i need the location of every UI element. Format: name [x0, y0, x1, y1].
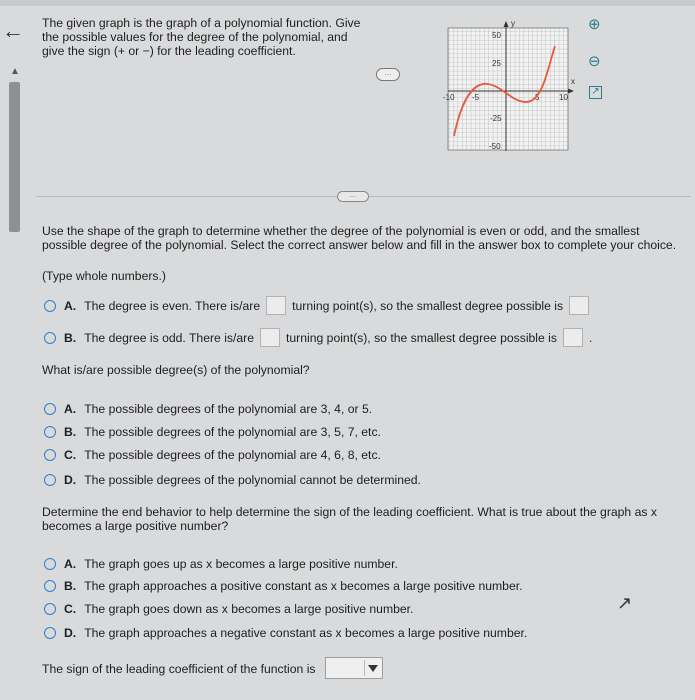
tick-y-bottom: -50	[489, 142, 501, 151]
turning-points-input-a[interactable]	[266, 296, 286, 315]
divider-more-button[interactable]: …	[337, 191, 369, 202]
tick-x-neg5: -5	[472, 93, 480, 102]
dropdown-arrow-icon[interactable]	[368, 665, 378, 672]
radio-button[interactable]	[44, 580, 56, 592]
part3-option-a[interactable]: A. The graph goes up as x becomes a large positive number.	[44, 557, 398, 571]
part3-option-c[interactable]: C. The graph goes down as x becomes a large positive number.	[44, 602, 413, 616]
type-hint-text: (Type whole numbers.)	[42, 269, 166, 283]
part1-option-b[interactable]: B. The degree is odd. There is/are turning point(s), so the smallest degree possible is .	[44, 328, 592, 347]
radio-button[interactable]	[44, 474, 56, 486]
y-axis-arrow	[504, 21, 509, 27]
tick-x-right: 10	[559, 93, 568, 102]
radio-button[interactable]	[44, 603, 56, 615]
part2-option-b[interactable]: B. The possible degrees of the polynomial are 3, 5, 7, etc.	[44, 425, 381, 439]
part4-label: The sign of the leading coefficient of the function is	[42, 662, 316, 676]
question-prompt: The given graph is the graph of a polynomial function. Give the possible values for the degree of the polynomial, and give the sign (+ or −) for the leading coefficient.	[42, 16, 361, 58]
y-axis-label: y	[511, 19, 515, 28]
tick-y-mid: 25	[492, 59, 501, 68]
radio-button[interactable]	[44, 449, 56, 461]
back-arrow-icon[interactable]: ←	[2, 18, 24, 43]
radio-button[interactable]	[44, 332, 56, 344]
instructions-text: Use the shape of the graph to determine whether the degree of the polynomial is even or odd, and the smallest possible degree of the polynomial. Select the correct answer below and fill in the answer box to complete your choice.	[42, 224, 677, 252]
scroll-up-icon[interactable]: ▲	[10, 66, 20, 77]
part2-option-c[interactable]: C. The possible degrees of the polynomial are 4, 6, 8, etc.	[44, 448, 381, 462]
part2-option-a[interactable]: A. The possible degrees of the polynomial are 3, 4, or 5.	[44, 402, 372, 416]
graph-svg	[440, 18, 580, 156]
graph-grid	[448, 28, 568, 150]
radio-button[interactable]	[44, 627, 56, 639]
part2-option-d[interactable]: D. The possible degrees of the polynomial cannot be determined.	[44, 473, 421, 487]
x-axis-label: x	[571, 77, 575, 86]
part1-option-a[interactable]: A. The degree is even. There is/are turning point(s), so the smallest degree possible is	[44, 296, 595, 315]
turning-points-input-b[interactable]	[260, 328, 280, 347]
polynomial-graph	[440, 18, 580, 156]
radio-button[interactable]	[44, 403, 56, 415]
part3-question: Determine the end behavior to help determine the sign of the leading coefficient. What is true about the graph as x becomes a large positive number?	[42, 505, 657, 533]
radio-button[interactable]	[44, 300, 56, 312]
smallest-degree-input-b[interactable]	[563, 328, 583, 347]
smallest-degree-input-a[interactable]	[569, 296, 589, 315]
tick-y-top: 50	[492, 31, 501, 40]
zoom-in-icon[interactable]: ⊕	[588, 16, 601, 33]
x-axis-arrow	[568, 89, 574, 94]
expand-more-button[interactable]: …	[376, 68, 400, 81]
tick-y-neg-mid: -25	[490, 114, 502, 123]
radio-button[interactable]	[44, 426, 56, 438]
mouse-cursor-icon: ↗	[617, 593, 633, 613]
part3-option-d[interactable]: D. The graph approaches a negative constant as x becomes a large positive number.	[44, 626, 527, 640]
tick-x-pos5: 5	[535, 93, 540, 102]
scrollbar-thumb[interactable]	[9, 82, 20, 232]
radio-button[interactable]	[44, 558, 56, 570]
tick-x-left: -10	[443, 93, 455, 102]
part3-option-b[interactable]: B. The graph approaches a positive constant as x becomes a large positive number.	[44, 579, 523, 593]
top-bar	[0, 0, 695, 6]
part2-question: What is/are possible degree(s) of the polynomial?	[42, 363, 310, 377]
zoom-out-icon[interactable]: ⊖	[588, 53, 601, 70]
open-external-icon[interactable]: ↗	[589, 86, 602, 99]
leading-coefficient-sign-select[interactable]	[325, 657, 383, 679]
